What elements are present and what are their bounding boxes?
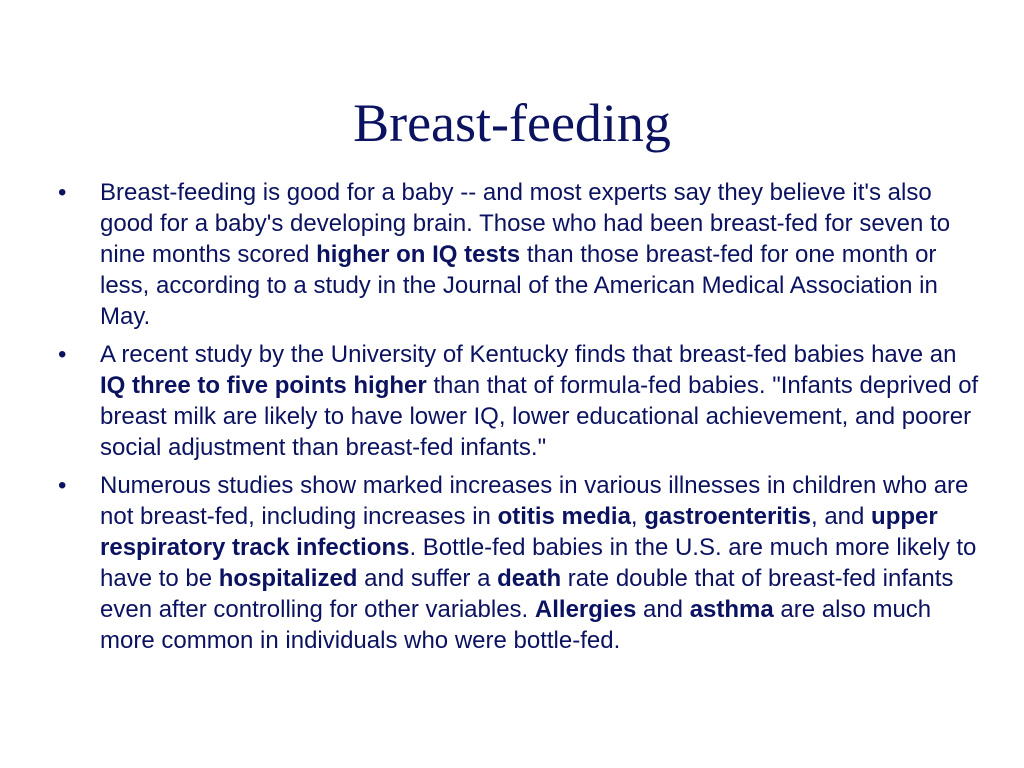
emphasis-text: otitis media <box>497 503 631 530</box>
bullet-text <box>100 179 950 330</box>
bullet-item <box>58 470 988 656</box>
text-run: , and <box>810 503 872 530</box>
bullet-item <box>58 339 988 463</box>
bullet-text <box>100 472 976 654</box>
emphasis-text: IQ three to five points higher <box>100 372 427 399</box>
text-run: Numerous studies show marked increases in various illnesses in children who are not breast-fed, including increases in <box>100 472 969 530</box>
text-run: than that of formula-fed babies. "Infants deprived of breast milk are likely to have lower IQ, lower educational achievement, and poorer social adjustment than breast-fed infants." <box>100 372 979 461</box>
text-run: are also much more common in individuals who were bottle-fed. <box>100 596 932 654</box>
emphasis-text: gastroenteritis <box>644 503 811 530</box>
text-run: rate double that of breast-fed infants even after controlling for other variables. <box>100 565 954 623</box>
emphasis-text: hospitalized <box>218 565 358 592</box>
emphasis-text: death <box>497 565 562 592</box>
text-run: than those breast-fed for one month or less, according to a study in the Journal of the American Medical Association in May. <box>100 241 938 330</box>
text-run: and suffer a <box>357 565 498 592</box>
emphasis-text: asthma <box>689 596 774 623</box>
emphasis-text: higher on IQ tests <box>316 241 521 268</box>
bullet-text <box>100 341 978 461</box>
text-run: , <box>630 503 645 530</box>
bullet-marker: • <box>58 179 67 206</box>
slide-title: Breast-feeding <box>353 93 671 153</box>
text-run: Breast-feeding is good for a baby -- and most experts say they believe it's also good for a baby's developing brain. Those who had been breast-fed for seven to nine months scored <box>100 179 951 268</box>
text-run: A recent study by the University of Kentucky finds that breast-fed babies have an <box>100 341 957 368</box>
bullet-marker: • <box>58 341 67 368</box>
bullet-item <box>58 177 988 332</box>
text-run: and <box>636 596 690 623</box>
bullet-marker: • <box>58 472 67 499</box>
text-run: . Bottle-fed babies in the U.S. are much more likely to have to be <box>100 534 977 592</box>
emphasis-text: upper respiratory track infections <box>100 503 938 561</box>
bullet-list <box>58 177 988 663</box>
emphasis-text: Allergies <box>534 596 637 623</box>
